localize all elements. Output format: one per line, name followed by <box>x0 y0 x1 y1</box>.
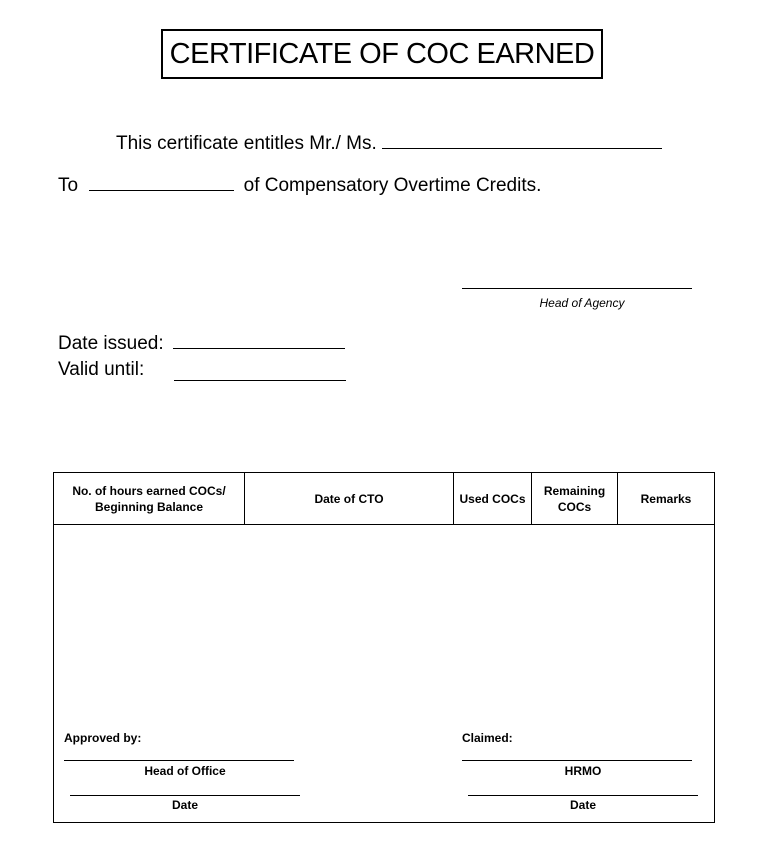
valid-until-line <box>58 359 144 381</box>
header-used-cocs: Used COCs <box>454 473 532 524</box>
recipient-name-blank <box>382 130 662 149</box>
certificate-title-text: CERTIFICATE OF COC EARNED <box>169 37 595 70</box>
credits-line <box>58 172 541 197</box>
claimed-date-line <box>468 795 698 796</box>
certificate-title <box>161 29 603 79</box>
head-of-office-caption: Head of Office <box>144 764 226 778</box>
head-of-agency-caption: Head of Agency <box>539 296 625 310</box>
credits-text: of Compensatory Overtime Credits. <box>243 175 542 196</box>
approved-date-caption: Date <box>171 798 198 812</box>
date-issued-label: Date issued: <box>58 333 164 354</box>
valid-until-label: Valid until: <box>58 359 145 380</box>
header-remaining-cocs: Remaining COCs <box>532 473 618 524</box>
head-of-agency-signature-line <box>462 288 692 289</box>
header-remarks: Remarks <box>640 491 692 506</box>
entitles-text: This certificate entitles Mr./ Ms. <box>116 133 377 154</box>
header-hours-earned: No. of hours earned COCs/ Beginning Balance <box>54 473 245 524</box>
hrmo-caption: HRMO <box>564 764 602 778</box>
hrmo-signature-line <box>462 760 692 761</box>
credits-amount-blank <box>89 172 234 191</box>
to-text: To <box>58 175 79 196</box>
approved-date-line <box>70 795 300 796</box>
date-issued-blank <box>173 330 345 349</box>
coc-table <box>53 472 715 823</box>
approved-by-label: Approved by: <box>64 731 142 745</box>
claimed-label: Claimed: <box>462 731 513 745</box>
head-of-office-signature-line <box>64 760 294 761</box>
table-header-row <box>54 473 714 525</box>
claimed-date-caption: Date <box>569 798 596 812</box>
entitles-line <box>116 130 662 155</box>
header-date-of-cto: Date of CTO <box>245 473 454 524</box>
date-issued-line <box>58 330 345 355</box>
valid-until-blank <box>174 380 346 381</box>
